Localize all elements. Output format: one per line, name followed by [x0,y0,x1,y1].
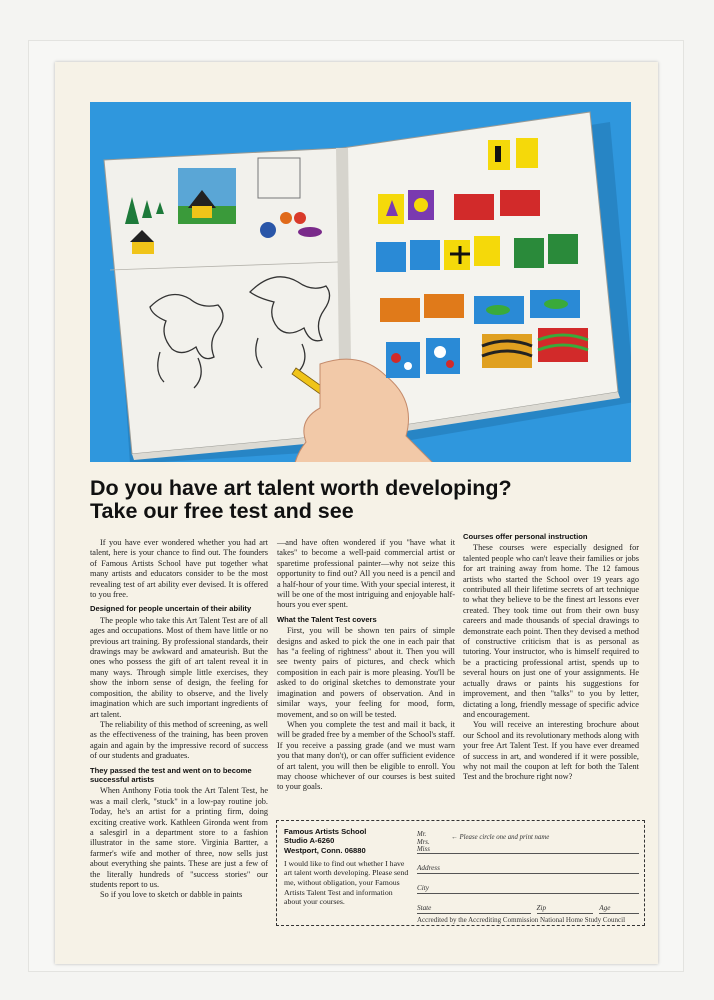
art-test-book-illustration [90,102,631,462]
body-column-1 [90,538,268,901]
salutation-options [417,831,430,854]
intro-paragraph: If you have ever wondered whether you had art talent, here is your chance to find out. The founders of Famous Artists School have put together what many artists and educators consider to be the most revealing test of art ability ever devised. It is offered to you free. [90,538,268,600]
coupon-request-text: I would like to find out whether I have art talent worth developing. Please send me, without obligation, your Famous Artists Talent Test and information about your courses. [284,858,409,907]
zip-field[interactable] [537,897,594,914]
body-column-3 [463,532,639,783]
paragraph: First, you will be shown ten pairs of simple designs and asked to pick the one in each pair that has "a feeling of rightness" about it. Then you will see twenty pairs of pictures, and check which composition in each pair is more pleasing. You'll be asked to do original sketches to demonstrate your imagination and powers of observation. And in similar ways, your feeling for mood, form, movement, and so on will be tested. [277,626,455,719]
mail-in-coupon[interactable] [276,820,645,926]
paragraph: —and have often wondered if you "have what it takes" to become a well-paid commercial artist or sparetime professional painter—why not seize this opportunity to find out? All you need is a pencil and a half-hour of your time. With your special interest, it will be one of the most intriguing and enjoyable half-hours you ever spent. [277,538,455,610]
zip-label: Zip [536,904,547,912]
state-field[interactable] [417,897,531,914]
headline-line-2: Take our free test and see [90,499,354,523]
paragraph: You will receive an interesting brochure about our School and its revolutionary methods along with your free Art Talent Test. If you have ever dreamed of success in art, and wondered if it were possible, why not mail the coupon at left for both the Talent Test and the brochure right now? [463,720,639,782]
paragraph: When Anthony Fotia took the Art Talent Test, he was a mail clerk, "stuck" in a low-pay routine job. Today, he's an artist for a printing firm, doing exciting creative work. Kathleen Gironda went from a salesgirl in a department store to a fashion illustrator in the same store. Virginia Bartter, a farmer's wife and mother of three, now sells just about everything she paints. These are just a few of the literally hundreds of "success stories" our students report to us. [90,786,268,889]
school-city: Westport, Conn. 06880 [284,845,366,855]
magazine-back-cover [55,62,658,964]
city-label: City [417,884,429,892]
headline-line-1: Do you have art talent worth developing? [90,476,512,500]
subhead-passed-test: They passed the test and went on to become successful artists [90,765,252,784]
studio-number: Studio A-6260 [284,836,335,846]
salutation-miss: Miss [417,846,430,853]
open-book-drawing [90,102,631,462]
school-address [284,827,409,855]
accreditation-note: Accredited by the Accrediting Commission National Home Study Council [417,916,626,924]
paragraph: When you complete the test and mail it back, it will be graded free by a member of the School's staff. If you receive a passing grade (and we must warn you that many don't), or can offer sufficient evidence of art talent, you will then be eligible to enroll. You may choose whichever of our courses is best suited to your goals. [277,719,455,792]
school-name: Famous Artists School [284,827,367,836]
age-label: Age [599,904,611,912]
paragraph: So if you love to sketch or dabble in paints [100,890,243,900]
salutation-mrs: Mrs. [417,838,430,846]
subhead-courses: Courses offer personal instruction [463,532,588,541]
coupon-form [417,829,639,924]
age-field[interactable] [599,897,639,914]
circle-instruction: ← Please circle one and print name [451,834,550,841]
body-column-2 [277,538,455,793]
city-field[interactable] [417,877,639,894]
paragraph: These courses were especially designed for talented people who can't leave their families or jobs for art training away from home. The 12 famous artists who started the School over 19 years ago contributed all their lifetime secrets of art technique to what they believe to be the finest art lessons ever created. They took time out from their own busy careers and made thousands of special drawings to demonstrate each point. Then they devised a method of constructive criticism that is as personal as tutoring. Your instructor, who is himself required to be a practicing professional artist, spends up to several hours on just one of your assignments. He actually draws or paints his suggestions for improvement, and then "talks" to you by letter, dictating a long, friendly message of specific advice and encouragement. [463,543,639,719]
headline [90,477,635,523]
coupon-left [284,827,409,907]
name-field[interactable] [417,829,639,854]
address-field[interactable] [417,857,639,874]
paragraph: The reliability of this method of screening, as well as the effectiveness of the training, has been proven again and again by the impressive record of success of our students and graduates. [90,719,268,761]
subhead-designed-for: Designed for people uncertain of their ability [90,604,252,614]
state-zip-age-row [417,897,639,913]
salutation-mr: Mr. [417,831,427,838]
subhead-test-covers: What the Talent Test covers [277,614,377,624]
state-label: State [417,904,432,912]
paragraph: The people who take this Art Talent Test are of all ages and occupations. Most of them have little or no previous art training. By professional standards, their drawings may be awkward and amateurish. But the ones who possess the gift of art talent reveal it in many ways. Through simple little exercises, they show the inborn sense of design, the feeling for composition, the ability to observe, and the lively imagination which are such important ingredients of art talent. [90,615,268,719]
address-label: Address [417,864,440,872]
